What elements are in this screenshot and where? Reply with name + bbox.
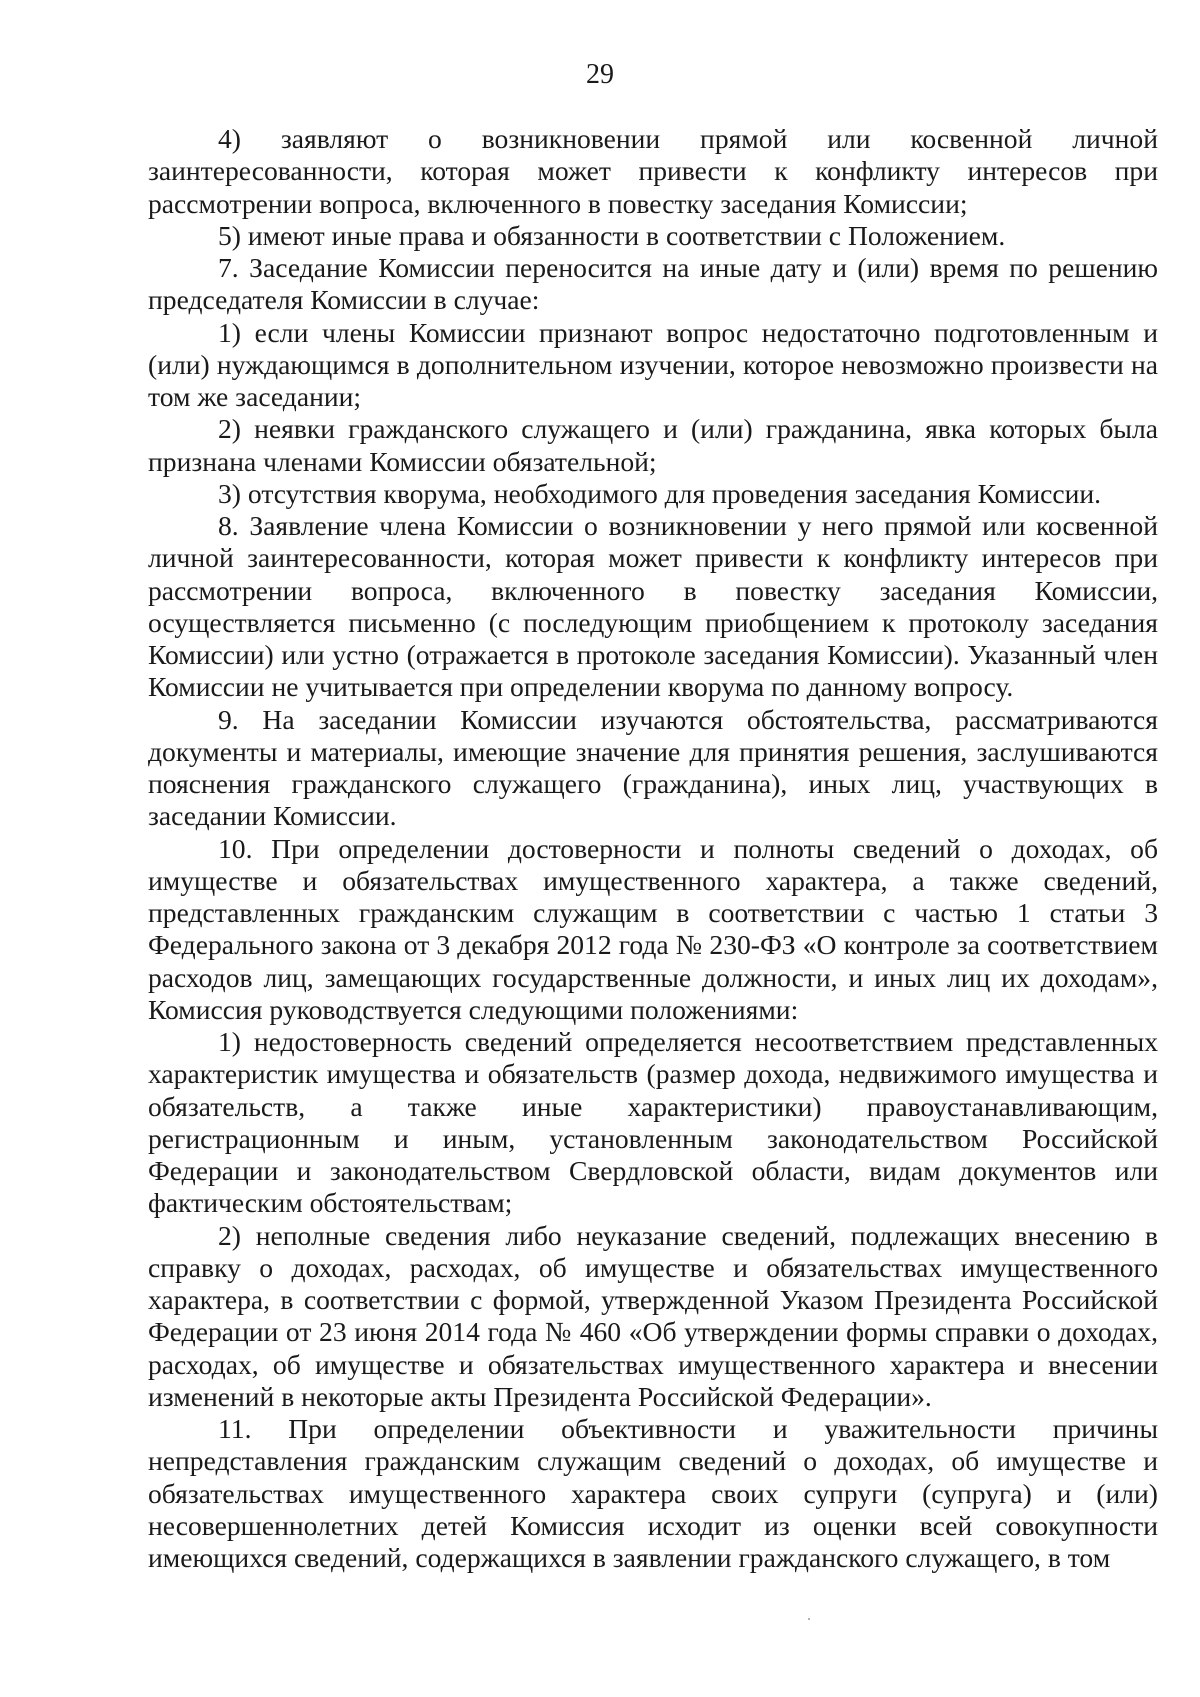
paragraph-section-11-objectivity: 11. При определении объективности и уважительности причины непредставления гражданским служащим сведений о доходах, об имуществе и обязательствах имущественного характера своих супруги (супруга) и (или) несовершеннолетних детей Комиссия исходит из оценки всей совокупности имеющихся сведений, содержащихся в заявлении гражданского служащего, в том — [148, 1413, 1158, 1573]
paragraph-item-5-other-rights: 5) имеют иные права и обязанности в соответствии с Положением. — [218, 219, 1006, 251]
paragraph-section-9-meeting-study: 9. На заседании Комиссии изучаются обстоятельства, рассматриваются документы и материалы, имеющие значение для принятия решения, заслушиваются пояснения гражданского служащего (гражданина), иных лиц, участвующих в заседании Комиссии. — [148, 703, 1158, 832]
paragraph-item-4-declare-interest: 4) заявляют о возникновении прямой или косвенной личной заинтересованности, которая может привести к конфликту интересов при рассмотрении вопроса, включенного в повестку заседания Комиссии; — [148, 123, 1158, 219]
paragraph-item-1-insufficiently-prepared: 1) если члены Комиссии признают вопрос недостаточно подготовленным и (или) нуждающимся в дополнительном изучении, которое невозможно произвести на том же заседании; — [148, 316, 1158, 412]
paragraph-item-3-no-quorum: 3) отсутствия кворума, необходимого для проведения заседания Комиссии. — [218, 477, 1102, 509]
paragraph-section-10-reliability: 10. При определении достоверности и полноты сведений о доходах, об имуществе и обязательствах имущественного характера, а также сведений, представленных гражданским служащим в соответствии с частью 1 статьи 3 Федерального закона от 3 декабря 2012 года № 230-ФЗ «О контроле за соответствием расходов лиц, замещающих государственные должности, и иных лиц их доходам», Комиссия руководствуется следующими положениями: — [148, 832, 1158, 1025]
paragraph-section-7-postponement: 7. Заседание Комиссии переносится на иные дату и (или) время по решению председателя Комиссии в случае: — [148, 252, 1158, 316]
paragraph-item-1-unreliability: 1) недостоверность сведений определяется несоответствием представленных характеристик имущества и обязательств (размер дохода, недвижимого имущества и обязательств, а также иные характеристики) правоустанавливающим, регистрационным и иным, установленным законодательством Российской Федерации и законодательством Свердловской области, видам документов или фактическим обстоятельствам; — [148, 1026, 1158, 1219]
paragraph-item-2-incomplete-info: 2) неполные сведения либо неуказание сведений, подлежащих внесению в справку о доходах, расходах, об имуществе и обязательствах имущественного характера, в соответствии с формой, утвержденной Указом Президента Российской Федерации от 23 июня 2014 года № 460 «Об утверждении формы справки о доходах, расходах, об имуществе и обязательствах имущественного характера и внесении изменений в некоторые акты Президента Российской Федерации». — [148, 1219, 1158, 1412]
paragraph-section-8-member-statement: 8. Заявление члена Комиссии о возникновении у него прямой или косвенной личной заинтересованности, которая может привести к конфликту интересов при рассмотрении вопроса, включенного в повестку заседания Комиссии, осуществляется письменно (с последующим приобщением к протоколу заседания Комиссии) или устно (отражается в протоколе заседания Комиссии). Указанный член Комиссии не учитывается при определении кворума по данному вопросу. — [148, 510, 1158, 703]
scan-speck — [808, 1618, 810, 1620]
document-body — [148, 123, 1158, 1574]
page-number: 29 — [586, 59, 614, 90]
paragraph-item-2-non-appearance: 2) неявки гражданского служащего и (или) гражданина, явка которых была признана членами Комиссии обязательной; — [148, 413, 1158, 477]
